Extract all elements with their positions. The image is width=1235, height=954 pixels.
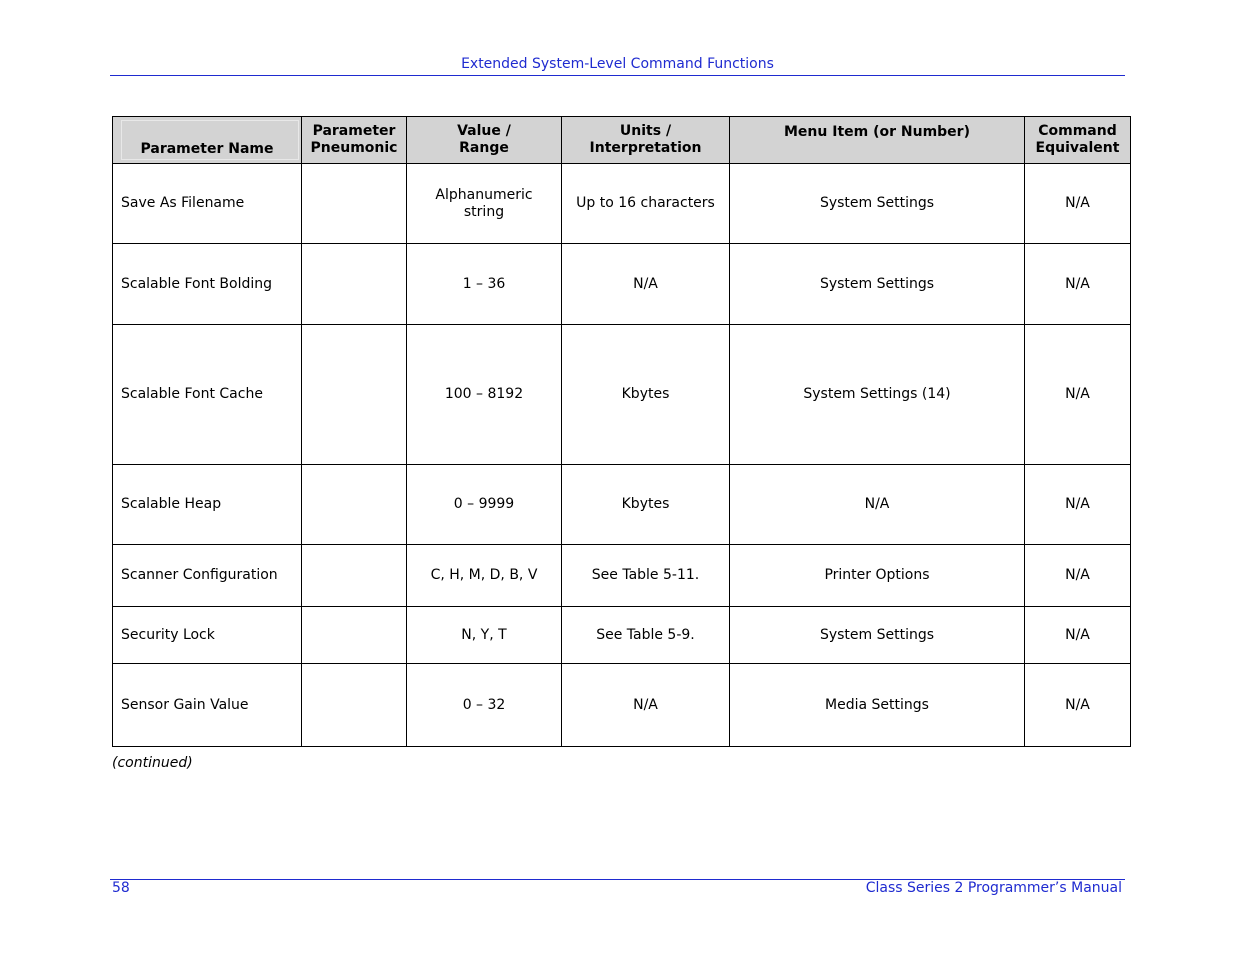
table-row	[113, 607, 1131, 664]
manual-title: Class Series 2 Programmer’s Manual	[865, 880, 1122, 896]
parameter-table	[112, 116, 1131, 747]
table-row	[113, 325, 1131, 465]
page-number: 58	[112, 880, 130, 896]
cell-value: Alphanumeric string	[407, 164, 562, 244]
header-rule	[110, 75, 1125, 76]
cell-name: Scalable Heap	[113, 465, 302, 545]
cell-value: N, Y, T	[407, 607, 562, 664]
column-header-parameter-name: Parameter Name	[113, 117, 302, 164]
table-header-row	[113, 117, 1131, 164]
cell-value: 0 – 32	[407, 664, 562, 747]
cell-pneumonic	[302, 664, 407, 747]
column-header-menu-item: Menu Item (or Number)	[730, 117, 1025, 164]
cell-value: 100 – 8192	[407, 325, 562, 465]
cell-menu: System Settings	[730, 164, 1025, 244]
cell-pneumonic	[302, 164, 407, 244]
cell-pneumonic	[302, 545, 407, 607]
cell-name: Security Lock	[113, 607, 302, 664]
cell-units: N/A	[562, 664, 730, 747]
cell-menu: Media Settings	[730, 664, 1025, 747]
cell-command: N/A	[1025, 244, 1131, 325]
cell-name: Sensor Gain Value	[113, 664, 302, 747]
cell-name: Scalable Font Bolding	[113, 244, 302, 325]
cell-units: See Table 5-11.	[562, 545, 730, 607]
cell-units: N/A	[562, 244, 730, 325]
table-row	[113, 465, 1131, 545]
cell-name: Scalable Font Cache	[113, 325, 302, 465]
cell-pneumonic	[302, 325, 407, 465]
cell-pneumonic	[302, 607, 407, 664]
cell-units: Kbytes	[562, 325, 730, 465]
cell-command: N/A	[1025, 664, 1131, 747]
cell-units: Kbytes	[562, 465, 730, 545]
column-header-units-interpretation: Units / Interpretation	[562, 117, 730, 164]
table-row	[113, 164, 1131, 244]
cell-menu: System Settings	[730, 244, 1025, 325]
cell-name: Save As Filename	[113, 164, 302, 244]
cell-command: N/A	[1025, 164, 1131, 244]
page-header-title: Extended System-Level Command Functions	[461, 56, 774, 72]
cell-units: See Table 5-9.	[562, 607, 730, 664]
cell-menu: N/A	[730, 465, 1025, 545]
cell-value: 0 – 9999	[407, 465, 562, 545]
cell-value: 1 – 36	[407, 244, 562, 325]
cell-command: N/A	[1025, 465, 1131, 545]
cell-name: Scanner Configuration	[113, 545, 302, 607]
cell-command: N/A	[1025, 607, 1131, 664]
cell-pneumonic	[302, 244, 407, 325]
cell-menu: System Settings (14)	[730, 325, 1025, 465]
table-row	[113, 545, 1131, 607]
cell-units: Up to 16 characters	[562, 164, 730, 244]
column-header-value-range: Value / Range	[407, 117, 562, 164]
table-row	[113, 244, 1131, 325]
cell-menu: System Settings	[730, 607, 1025, 664]
cell-command: N/A	[1025, 545, 1131, 607]
cell-value: C, H, M, D, B, V	[407, 545, 562, 607]
table-row	[113, 664, 1131, 747]
column-header-parameter-pneumonic: Parameter Pneumonic	[302, 117, 407, 164]
cell-pneumonic	[302, 465, 407, 545]
cell-command: N/A	[1025, 325, 1131, 465]
cell-menu: Printer Options	[730, 545, 1025, 607]
continued-note: (continued)	[112, 755, 193, 771]
column-header-command-equivalent: Command Equivalent	[1025, 117, 1131, 164]
